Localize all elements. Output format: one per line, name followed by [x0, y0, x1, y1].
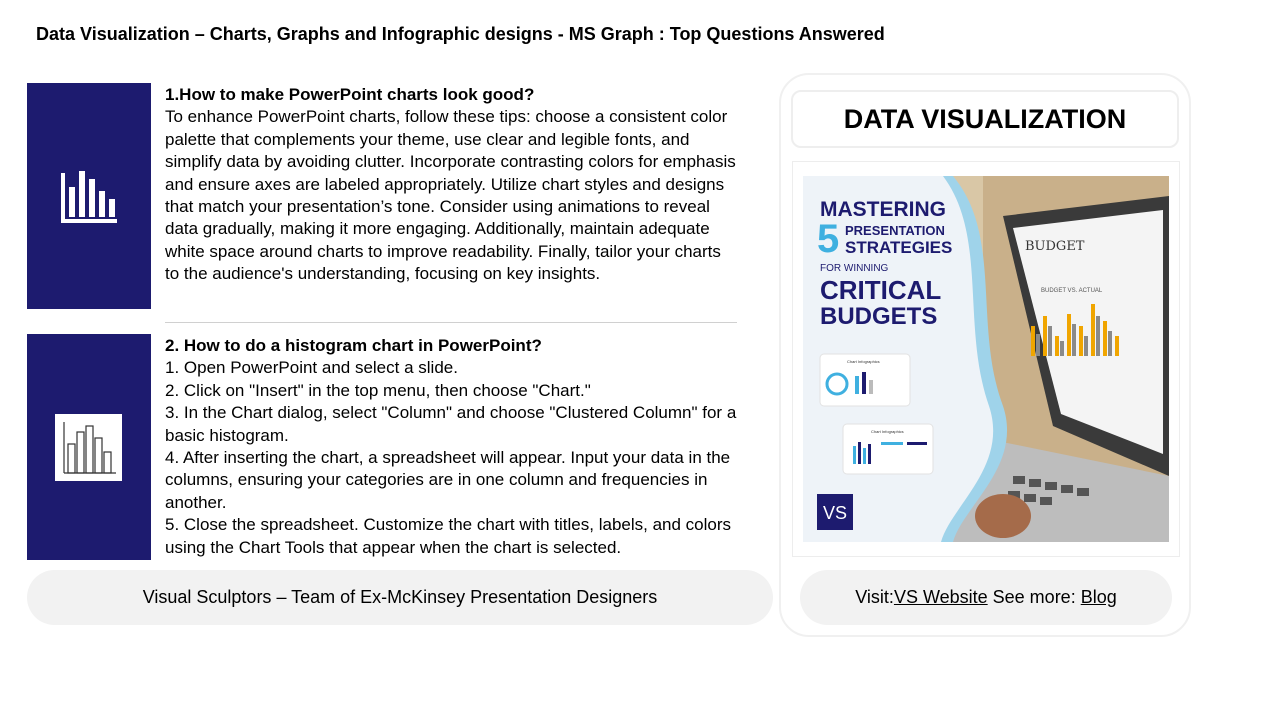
vs-logo: VS [822, 503, 848, 523]
screen-subtitle: BUDGET VS. ACTUAL [1041, 288, 1103, 294]
question-1-answer: To enhance PowerPoint charts, follow these tips: choose a consistent color palette that complements your theme, use clear and legible fonts, and simplify data by avoiding clutter. Incorporate contrasting colors for emphasis and ensure axes are labeled appropriately. Utilize chart styles and designs that match your presentation’s tone. Consider using animations to reveal data gradually, making it more engaging. Additionally, maintain adequate white space around charts to improve readability. Finally, tailor your charts to the audience's understanding, focusing on key insights. [165, 107, 736, 284]
question-2-icon-panel [27, 334, 151, 560]
company-banner [27, 570, 773, 625]
question-1-icon-panel [27, 83, 151, 309]
card-title: DATA VISUALIZATION [791, 90, 1179, 148]
links-banner [800, 570, 1172, 625]
question-2-answer: 1. Open PowerPoint and select a slide. 2. Click on "Insert" in the top menu, then choose "Chart." 3. In the Chart dialog, select "Column" and choose "Clustered Column" for a basic histogram. 4. After inserting the chart, a spreadsheet will appear. Input your data in the columns, ensuring your categories are in one column and frequencies in another. 5. Close the spreadsheet. Customize the chart with titles, labels, and colors using the Chart Tools that appear when the chart is selected. [165, 358, 737, 557]
see-more-label: See more: [987, 587, 1081, 607]
blog-link[interactable]: Blog [1080, 587, 1117, 607]
thumb-line5: CRITICAL [820, 275, 942, 305]
question-1-heading: 1.How to make PowerPoint charts look good? [165, 85, 535, 104]
divider [165, 322, 737, 323]
mini-card-title-1: Chart Infographics [847, 359, 880, 364]
mini-card-title-2: Chart Infographics [871, 429, 904, 434]
thumb-line4: FOR WINNING [820, 263, 889, 274]
thumb-number: 5 [817, 217, 840, 261]
screen-title: BUDGET [1025, 239, 1085, 254]
visit-label: Visit: [855, 587, 894, 607]
page-title: Data Visualization – Charts, Graphs and Infographic designs - MS Graph : Top Questions Answered [36, 24, 885, 44]
vs-website-link[interactable]: VS Website [893, 587, 988, 607]
histogram-icon [27, 334, 151, 560]
question-2 [165, 335, 737, 559]
thumb-line6: BUDGETS [820, 303, 938, 330]
bar-chart-icon [27, 83, 151, 309]
company-tagline: Visual Sculptors – Team of Ex-McKinsey Presentation Designers [142, 587, 658, 607]
question-2-heading: 2. How to do a histogram chart in PowerPoint? [165, 336, 542, 355]
question-1 [165, 84, 737, 286]
blog-thumbnail[interactable] [803, 176, 1169, 542]
thumb-line1: MASTERING [820, 198, 946, 221]
thumb-line2: PRESENTATION [845, 223, 945, 238]
thumb-line3: STRATEGIES [845, 238, 953, 257]
